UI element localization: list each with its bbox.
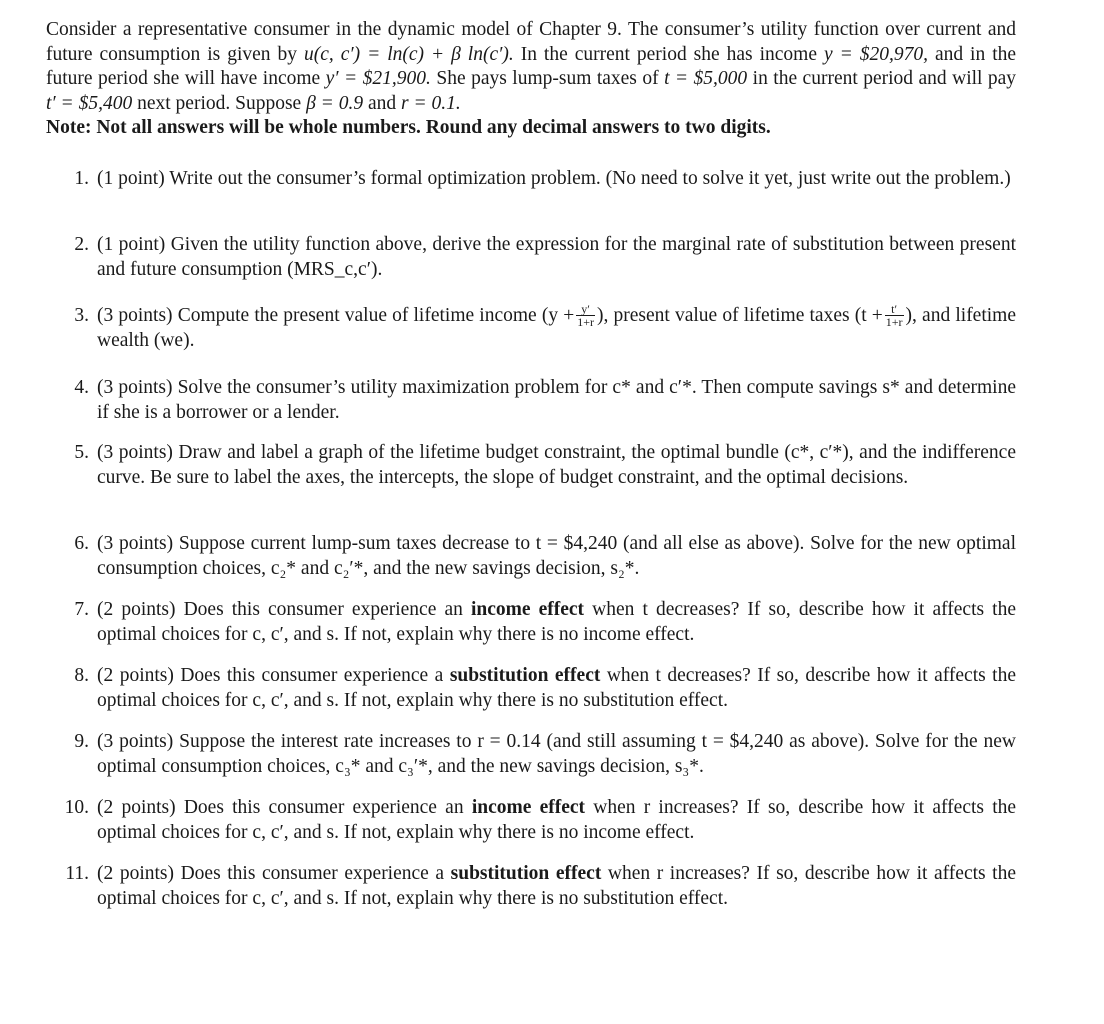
question-number: 4. [74, 377, 89, 398]
key-term: income effect [470, 599, 585, 620]
intro-text-3: and in the future period she will have income [46, 43, 1017, 89]
tax-future: t′ = $5,400 [46, 92, 133, 114]
question-text: (3 points) Draw and label a graph of the lifetime budget constraint, the optimal bundle (c*, c′*), and the indifference curve. Be sure to label the axes, the intercepts, the slope of budget constraint, and the optimal decisions. [97, 442, 1016, 488]
question-10 [64, 796, 1017, 845]
question-1 [74, 167, 1016, 192]
fraction-numerator: t′ [885, 303, 904, 316]
question-number: 10. [64, 797, 89, 818]
tax-current: t = $5,000 [664, 68, 748, 89]
question-text: when r increases? If so, describe how it affects the optimal choices for c, c′, and s. If not, explain why there is no substitution effect. [97, 863, 1017, 909]
question-text: when t decreases? If so, describe how it affects the optimal choices for c, c′, and s. If not, explain why there is no income effect. [97, 599, 1016, 645]
intro-text-2: In the current period she has income [520, 43, 817, 65]
key-term: income effect [471, 797, 586, 818]
question-text: (3 points) Suppose current lump-sum taxes decrease to t = $4,240 (and all else as above). Solve for the new optimal consumption choices, c₂* and c₂′*, and the new savings decision, s₂*. [97, 533, 1016, 579]
question-8 [74, 664, 1017, 713]
question-3 [74, 302, 1016, 354]
beta-value: β = 0.9 [306, 92, 364, 114]
question-text: (1 point) Write out the consumer’s formal optimization problem. (No need to solve it yet, just write out the problem.) [97, 168, 1011, 189]
fraction-denominator: 1+r [885, 315, 903, 330]
key-term: substitution effect [449, 665, 601, 686]
question-number: 8. [74, 665, 89, 686]
question-text: when t decreases? If so, describe how it affects the optimal choices for c, c′, and s. If not, explain why there is no substitution effect. [97, 665, 1017, 711]
fraction-denominator: 1+r [577, 315, 594, 330]
question-9 [74, 730, 1016, 779]
interest-rate: r = 0.1. [400, 92, 461, 114]
question-6 [74, 532, 1016, 581]
question-5 [74, 441, 1016, 490]
question-text: (3 points) Suppose the interest rate increases to r = 0.14 (and still assuming t = $4,240 as above). Solve for the new optimal consumption choices, c₃* and c₃′*, and the new savings decision, s₃*. [97, 731, 1016, 777]
fraction-income [576, 303, 595, 328]
intro-paragraph [46, 18, 1016, 116]
question-11 [65, 862, 1017, 911]
question-text: ), and lifetime wealth (we). [97, 305, 1016, 352]
question-number: 6. [74, 533, 89, 554]
rounding-note: Note: Not all answers will be whole numbers. Round any decimal answers to two digits. [46, 117, 771, 138]
intro-text-6: next period. Suppose [137, 92, 302, 114]
utility-function: u(c, c′) = ln(c) + β ln(c′). [303, 43, 514, 65]
question-text: (2 points) Does this consumer experience an [97, 599, 463, 620]
question-text: (2 points) Does this consumer experience a [97, 665, 444, 686]
key-term: substitution effect [450, 863, 602, 884]
question-7 [74, 598, 1016, 647]
intro-text-1: Consider a representative consumer in the dynamic model of Chapter 9. The consumer’s utility function over current and future consumption is given by [46, 19, 1016, 65]
problem-intro [46, 18, 1016, 141]
question-number: 11. [65, 863, 89, 884]
question-number: 7. [74, 599, 89, 620]
question-number: 1. [74, 168, 89, 189]
question-number: 5. [74, 442, 89, 463]
question-text: (2 points) Does this consumer experience a [97, 863, 445, 884]
question-number: 3. [74, 305, 89, 326]
question-text: ), present value of lifetime taxes (t + [597, 305, 883, 326]
fraction-numerator: y′ [576, 303, 595, 316]
question-text: (3 points) Compute the present value of lifetime income (y + [97, 305, 575, 326]
question-text: when r increases? If so, describe how it affects the optimal choices for c, c′, and s. If not, explain why there is no income effect. [97, 797, 1017, 843]
question-2 [74, 233, 1016, 282]
fraction-taxes [885, 303, 904, 328]
intro-and: and [367, 92, 397, 114]
income-future: y′ = $21,900. [325, 68, 431, 89]
intro-text-4: She pays lump-sum taxes of [436, 68, 659, 89]
income-current: y = $20,970, [823, 43, 928, 65]
intro-text-5: in the current period and will pay [752, 68, 1017, 89]
question-text: (1 point) Given the utility function above, derive the expression for the marginal rate of substitution between present and future consumption (MRS_c,c′). [97, 234, 1016, 280]
question-4 [74, 376, 1016, 425]
question-number: 9. [74, 731, 89, 752]
question-text: (2 points) Does this consumer experience an [97, 797, 464, 818]
question-text: (3 points) Solve the consumer’s utility maximization problem for c* and c′*. Then compute savings s* and determine if she is a borrower or a lender. [97, 377, 1016, 423]
question-number: 2. [74, 234, 89, 255]
